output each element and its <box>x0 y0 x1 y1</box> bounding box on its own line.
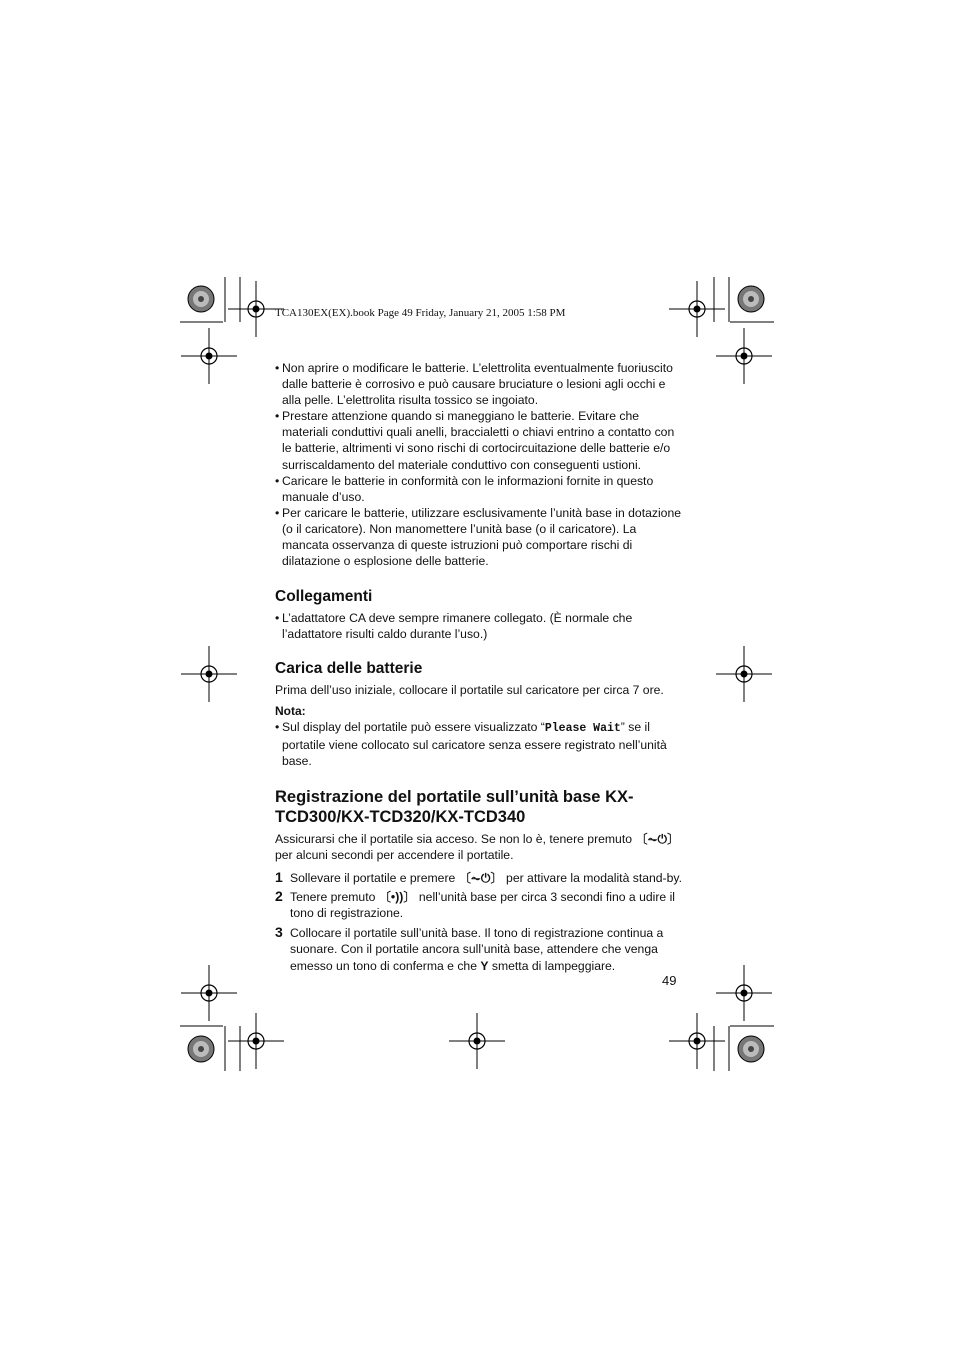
step-item: 1 Sollevare il portatile e premere 〔⏦⏻〕 per attivare la modalità stand-by. <box>275 869 682 886</box>
section-title-collegamenti: Collegamenti <box>275 588 373 606</box>
display-text: Please Wait <box>544 721 621 735</box>
list-item: • Per caricare le batterie, utilizzare esclusivamente l’unità base in dotazione (o il caricatore). Non manomettere l’unità base (o il caricatore). La mancata osservanza di queste istruzioni può comportare rischi di dilatazione o esplosione delle batterie. <box>275 505 682 569</box>
carica-intro: Prima dell’uso iniziale, collocare il portatile sul caricatore per circa 7 ore. <box>275 683 664 698</box>
step-item: 2 Tenere premuto 〔•))〕 nell’unità base per circa 3 secondi fino a udire il tono di registrazione. <box>275 888 675 921</box>
page-content <box>275 360 683 974</box>
section-title-registrazione: Registrazione del portatile sull’unità base KX-TCD300/KX-TCD320/KX-TCD340 <box>275 787 634 826</box>
steps-list <box>275 870 683 974</box>
talk-power-key-icon: 〔⏦⏻〕 <box>635 831 680 846</box>
step-item: 3 Collocare il portatile sull’unità base. Il tono di registrazione continua a suonare. Con il portatile ancora sull’unità base, attendere che venga emesso un tono di conferma e che Y smetta di lampeggiare. <box>275 924 664 973</box>
talk-power-key-icon: 〔⏦⏻〕 <box>458 871 503 886</box>
section-title-carica: Carica delle batterie <box>275 660 423 678</box>
registrazione-intro: Assicurarsi che il portatile sia acceso. Se non lo è, tenere premuto 〔⏦⏻〕 per alcuni secondi per accendere il portatile. <box>275 831 680 862</box>
list-item: • Prestare attenzione quando si maneggiano le batterie. Evitare che materiali conduttivi quali anelli, braccialetti o chiavi entrino a contatto con le batterie, altrimenti vi sono rischi di cortocircuitazione delle batterie e/o surriscaldamento del materiale conduttivo con conseguenti ustioni. <box>275 409 675 472</box>
nota-item: • Sul display del portatile può essere visualizzato “Please Wait” se il portatile viene collocato sul caricatore senza essere registrato nell’unità base. <box>275 719 667 768</box>
list-item: • Caricare le batterie in conformità con le informazioni fornite in questo manuale d’uso. <box>275 473 654 504</box>
list-item: • Non aprire o modificare le batterie. L’elettrolita eventualmente fuoriuscito dalle batterie è corrosivo e può causare bruciature o lesioni agli occhi e alla pelle. L’elettrolita risulta tossico se ingoiato. <box>275 361 673 408</box>
locator-key-icon: 〔•))〕 <box>378 890 416 905</box>
nota-label: Nota: <box>275 703 306 718</box>
battery-warnings <box>275 360 683 569</box>
star-target-icon <box>188 286 214 312</box>
list-item: • L’adattatore CA deve sempre rimanere collegato. (È normale che l’adattatore risulti caldo durante l’uso.) <box>275 611 633 642</box>
antenna-icon: Y <box>480 958 489 973</box>
page-number: 49 <box>662 973 677 988</box>
running-header: TCA130EX(EX).book Page 49 Friday, January 21, 2005 1:58 PM <box>275 307 566 319</box>
